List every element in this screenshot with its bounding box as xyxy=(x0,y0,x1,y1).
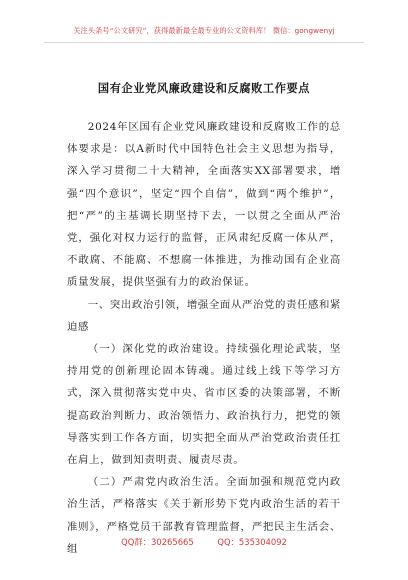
header-divider xyxy=(44,42,364,43)
body-paragraph-1: （一）深化党的政治建设。持续强化理论武装，坚持用党的创新理论固本铸魂。通过线上线下等学习方式，深入贯彻落实党中央、省市区委的决策部署，不断提高政治判断力、政治领悟力、政治执行力，把党的领导落实到工作各方面，切实把全面从严治党政治责任扛在肩上，做到知责明责、履责尽责。 xyxy=(67,343,341,467)
document-title: 国有企业党风廉政建设和反腐败工作要点 xyxy=(97,82,311,95)
footer-contact xyxy=(0,536,408,548)
document-body xyxy=(67,116,341,560)
body-paragraph-2: （二）严肃党内政治生活。全面加强和规范党内政治生活，严格落实《关于新形势下党内政治生活的若干准则》，严格党员干部教育管理监督，严把民主生活会、组 xyxy=(67,476,341,555)
intro-paragraph: 2024年区国有企业党风廉政建设和反腐败工作的总体要求是：以A新时代中国特色社会主义思想为指导，深入学习贯彻二十大精神，全面落实XX部署要求，增强“四个意识”，坚定“四个自信”，做到“两个维护”，把“严”的主基调长期坚持下去，一以贯之全面从严治党，强化对权力运行的监督，正风肃纪反腐一体从严，不敢腐、不能腐、不想腐一体推进，为推动国有企业高质量发展，提供坚强有力的政治保证。 xyxy=(67,121,341,289)
footer-qq-group: QQ群：30265665 xyxy=(121,537,194,547)
header-banner[interactable]: 关注头条号“公文研究”，获得最新最全最专业的公文资料库！ 微信：gongwenyj xyxy=(73,26,335,35)
section-heading: 一、突出政治引领，增强全面从严治党的责任感和紧迫感 xyxy=(67,298,341,333)
footer-qq-number: QQ：535304092 xyxy=(217,537,287,547)
